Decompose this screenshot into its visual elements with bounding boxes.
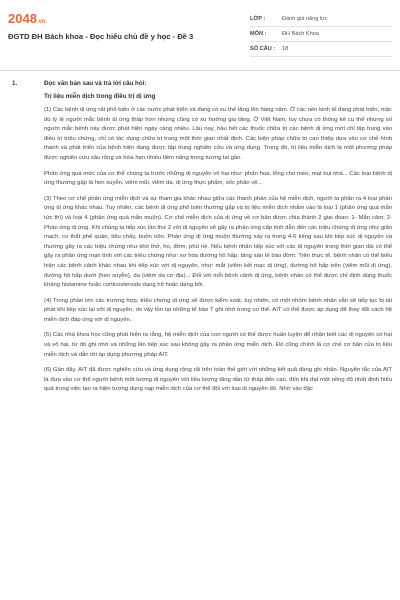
meta-label: LỚP : <box>250 16 266 22</box>
passage-paragraph: (6) Gần đây, AIT đã được nghiên cứu và ứng dụng rộng rãi trên toàn thế giới với những kết quả đáng ghi nhận. Nguyên tắc của AIT là đưa vào cơ thể người bệnh một lượng dị nguyên với liều lượng tăng dần từ thấp đến cao, đến khi đạt một nồng độ nhất định hiệu quả trong việc tạo ra hiện tượng dung nạp miễn dịch của cơ thể đối với loại dị nguyên đó. Nhờ vào đặc <box>44 367 392 393</box>
passage-paragraph: (5) Các nhà khoa học cũng phát hiện ra rằng, hệ miễn dịch của con người có thể được huấn luyện để nhận biết các dị nguyên có hại và vô hại, từ đó ghi nhớ và những lần tiếp xúc sau không gây ra phản ứng miễn dịch. Đó cũng chính là cơ chế cơ bản của trị liệu miễn dịch và dẫn tới áp dụng phương pháp AIT. <box>44 332 392 358</box>
question-heading <box>8 80 392 87</box>
meta-value: ĐH Bách Khoa <box>282 31 320 37</box>
document-meta <box>250 12 392 57</box>
logo-suffix: .vn <box>36 19 46 25</box>
passage-paragraph: Phản ứng quá mức của cơ thể chúng ta trước những dị nguyên vô hại như: phấn hoa, lông chó mèo, mạt bụi nhà... Các loại bệnh dị ứng thường gặp là hen suyễn, viêm mũi, viêm da, dị ứng thực phẩm, sốc phản vệ... <box>44 170 392 187</box>
meta-value: 18 <box>282 46 289 52</box>
logo-main: 2048 <box>8 11 37 26</box>
question-body <box>44 93 392 395</box>
meta-value: Đánh giá năng lực <box>282 16 328 22</box>
passage-paragraph: (4) Trong phần lớn các trường hợp, triệu chứng dị ứng sẽ được kiểm soát, tuy nhiên, có một nhóm bệnh nhân vẫn sẽ tiếp tục bị tái phát khi tiếp xúc lại với dị nguyên, do vậy tồn tại những tế bào T ghi nhớ trong cơ thể. AIT có thể được áp dụng để thay đổi cách hệ miễn dịch đáp ứng với dị nguyên. <box>44 297 392 323</box>
document-title: ĐGTD ĐH Bách khoa - Đọc hiểu chủ đề y học - Đề 3 <box>8 32 194 41</box>
passage-title: Trị liệu miễn dịch trong điều trị dị ứng <box>44 93 156 100</box>
passage-paragraph: (1) Các bệnh dị ứng rất phổ biến ở các nước phát triển và đang có xu thế tăng lên hàng năm. Ở các nền kinh tế đang phát triển, mặc dù tỷ lệ người mắc bệnh dị ứng thấp hơn nhưng cũng có xu hướng gia tăng. Ở Việt Nam, tuy chưa có thống kê cụ thể nhưng số người mắc bệnh này được phát hiện ngày càng nhiều. Lâu nay, hầu hết các thuốc chữa trị các bệnh dị ứng mới chỉ tập trung vào điều trị triệu chứng, chỉ có tác dụng chữa trị trong một thời gian nhất định. Các biện pháp chữa trị can thiệp dựa vào cơ chế hình thành và phát triển của bệnh hiện đang được tập trung nghiên cứu và ứng dụng. Trong đó, trị liệu miễn dịch là một phương pháp được nghiên cứu sâu rộng và hứa hẹn nhiều tiềm năng trong tương lai gần. <box>44 107 392 161</box>
question-block <box>8 80 392 401</box>
passage-paragraph: (3) Theo cơ chế phản ứng miễn dịch và sự tham gia khác nhau giữa các thành phần của hệ miễn dịch, người ta phân ra 4 loại phản ứng dị ứng khác nhau. Tuy nhiên, các bệnh dị ứng phổ biến thường gặp và trị liệu miễn dịch nhắm vào là loại 1 (phản ứng quá mẫn tức thì) và loại 4 (phản ứng quá mẫn muộn). Cơ chế miễn dịch của dị ứng về cơ bản được chia thành 2 giai đoạn: 1- Mẫn cảm; 2- Phản ứng dị ứng. Khi chúng ta tiếp xúc lần thứ 2 với dị nguyên sẽ gây ra phản ứng cấp tính dẫn đến các triệu chứng dị ứng như giãn mạch, co thắt phế quản, tiêu chảy, buồn nôn. Phản ứng dị ứng muộn thường xảy ra trong 4-6 tiếng sau khi tiếp xúc dị nguyên và thường gây ra các triệu chứng như khó thở, ho, đờm, phù nề. Nếu bệnh nhân tiếp xúc với các dị nguyên trong thời gian dài có thể gây ra phản ứng mạn tính với các triệu chứng như: xơ hóa đường hô hấp, tăng sản tế bào đờm. Trên thực tế, bệnh nhân có thể biểu hiện các bệnh cảnh khác nhau khi tiếp xúc với dị nguyên, như: mắt (viêm kết mạc dị ứng), đường hô hấp trên (viêm mũi dị ứng), đường hô hấp dưới (hen suyễn), da (viêm da cơ địa)... Đối với mỗi bệnh cảnh dị ứng, bệnh nhân có thể được chỉ định dùng thuốc kháng histamine hoặc corticosteroids dạng hít hoặc dạng bôi. <box>44 195 392 289</box>
page-header <box>0 0 400 62</box>
site-logo[interactable] <box>8 11 46 26</box>
meta-label: MÔN : <box>250 31 267 37</box>
meta-row-subject <box>250 27 392 42</box>
question-prompt: Đọc văn bản sau và trả lời câu hỏi: <box>44 80 147 87</box>
header-divider <box>0 70 400 71</box>
meta-row-class <box>250 12 392 27</box>
question-number: 1. <box>12 80 18 87</box>
meta-row-count <box>250 42 392 57</box>
meta-label: SỐ CÂU : <box>250 46 276 52</box>
